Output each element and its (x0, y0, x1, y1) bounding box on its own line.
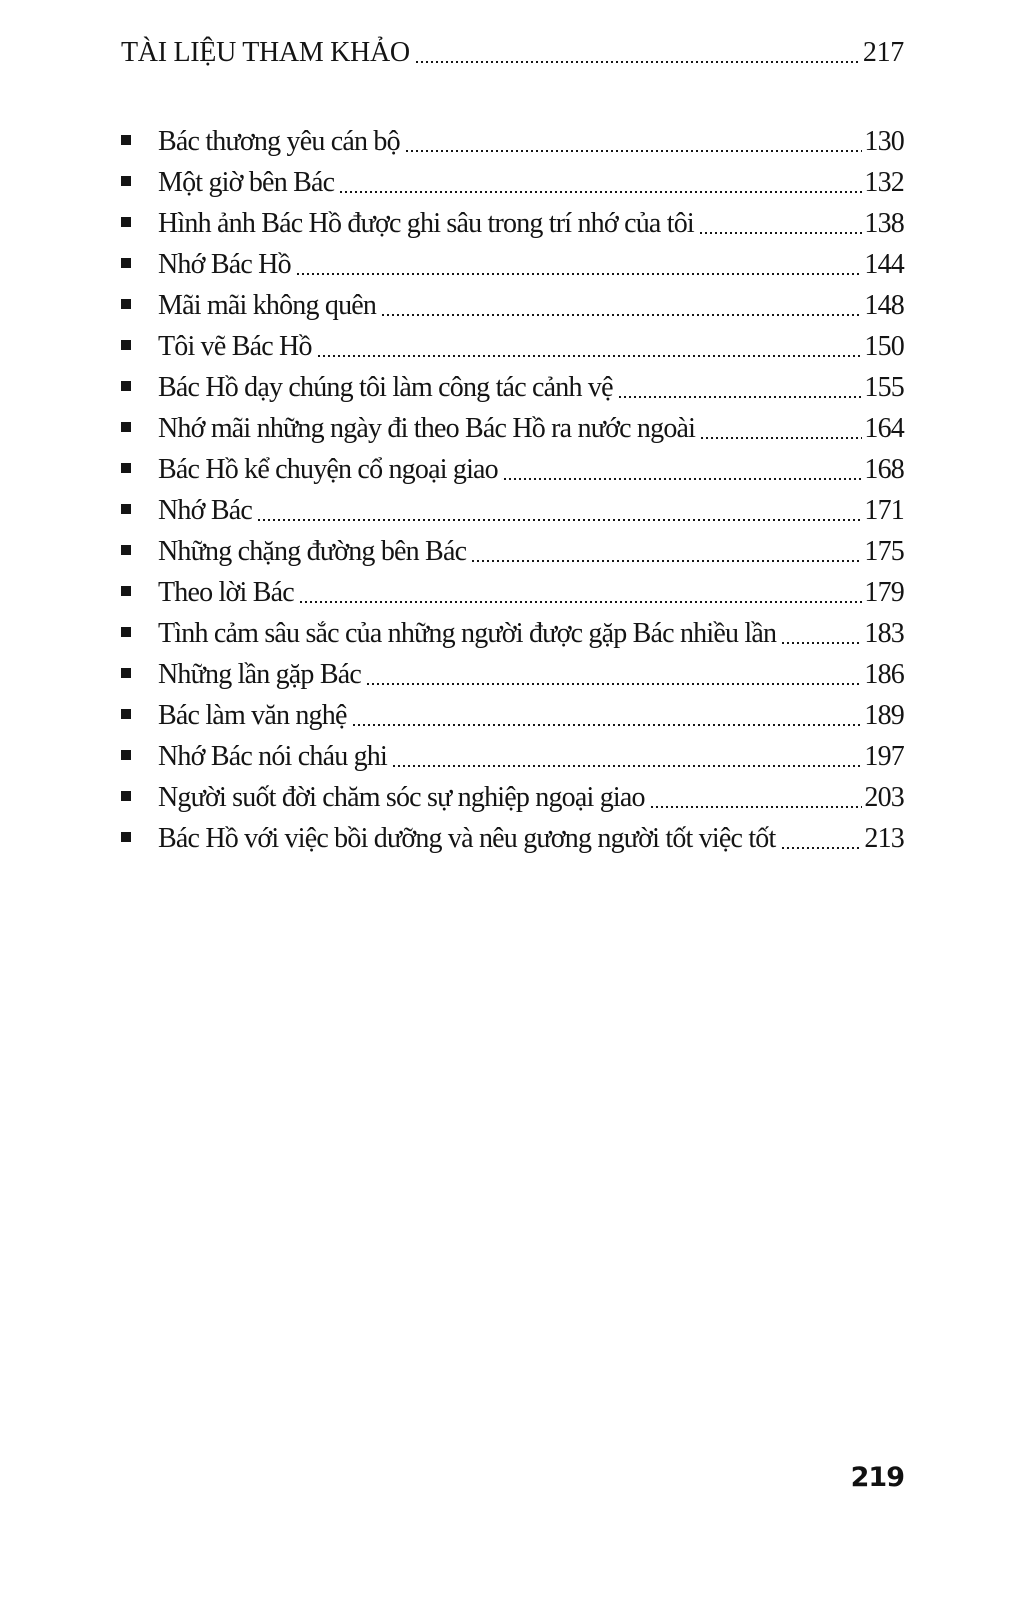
dot-leader (701, 408, 862, 449)
dot-leader (367, 654, 862, 695)
reference-title: TÀI LIỆU THAM KHẢO (121, 37, 410, 68)
toc-entry-title: Bác làm văn nghệ (158, 700, 347, 731)
toc-entry-page-number: 148 (864, 290, 904, 321)
toc-list (0, 121, 1025, 859)
page-number: 219 (850, 1462, 904, 1493)
toc-entry-title: Những lần gặp Bác (158, 659, 361, 690)
toc-entry-title: Nhớ mãi những ngày đi theo Bác Hồ ra nước ngoài (158, 413, 696, 444)
square-bullet-icon (121, 791, 131, 801)
toc-entry-title: Bác Hồ dạy chúng tôi làm công tác cảnh vệ (158, 372, 613, 403)
toc-entry-title: Những chặng đường bên Bác (158, 536, 467, 567)
toc-entry (121, 326, 904, 367)
toc-entry (121, 244, 904, 285)
dot-leader (393, 736, 862, 777)
toc-entry (121, 449, 904, 490)
toc-entry-page-number: 213 (864, 823, 904, 854)
reference-page-number: 217 (862, 37, 904, 68)
toc-entry-page-number: 155 (864, 372, 904, 403)
toc-entry-title: Nhớ Bác (158, 495, 252, 526)
toc-entry-page-number: 189 (864, 700, 904, 731)
toc-entry (121, 736, 904, 777)
toc-entry (121, 490, 904, 531)
toc-entry-page-number: 175 (864, 536, 904, 567)
toc-entry-title: Mãi mãi không quên (158, 290, 377, 321)
toc-entry-page-number: 168 (864, 454, 904, 485)
toc-entry (121, 818, 904, 859)
dot-leader (258, 490, 862, 531)
square-bullet-icon (121, 299, 131, 309)
toc-entry-title: Bác thương yêu cán bộ (158, 126, 400, 157)
toc-entry-title: Tôi vẽ Bác Hồ (158, 331, 312, 362)
toc-entry-page-number: 150 (864, 331, 904, 362)
square-bullet-icon (121, 709, 131, 719)
toc-entry-page-number: 130 (864, 126, 904, 157)
toc-entry (121, 162, 904, 203)
dot-leader (504, 449, 863, 490)
toc-entry-title: Bác Hồ kể chuyện cổ ngoại giao (158, 454, 498, 485)
toc-entry-title: Một giờ bên Bác (158, 167, 335, 198)
toc-entry-title: Nhớ Bác Hồ (158, 249, 291, 280)
toc-entry (121, 613, 904, 654)
dot-leader (406, 121, 863, 162)
dot-leader (651, 777, 863, 818)
toc-entry (121, 531, 904, 572)
dot-leader (300, 572, 863, 613)
toc-entry-page-number: 186 (864, 659, 904, 690)
toc-entry (121, 367, 904, 408)
square-bullet-icon (121, 135, 131, 145)
dot-leader (382, 285, 862, 326)
square-bullet-icon (121, 176, 131, 186)
square-bullet-icon (121, 586, 131, 596)
toc-entry (121, 572, 904, 613)
dot-leader (619, 367, 863, 408)
toc-entry-page-number: 171 (864, 495, 904, 526)
square-bullet-icon (121, 463, 131, 473)
toc-entry-page-number: 197 (864, 741, 904, 772)
toc-entry (121, 203, 904, 244)
toc-entry-title: Tình cảm sâu sắc của những người được gặp Bác nhiều lần (158, 618, 777, 649)
toc-entry-title: Bác Hồ với việc bồi dưỡng và nêu gương người tốt việc tốt (158, 823, 776, 854)
dot-leader (353, 695, 863, 736)
square-bullet-icon (121, 750, 131, 760)
dot-leader (297, 244, 863, 285)
dot-leader (782, 613, 862, 654)
toc-entry-page-number: 203 (864, 782, 904, 813)
square-bullet-icon (121, 504, 131, 514)
toc-entry-page-number: 144 (864, 249, 904, 280)
dot-leader (340, 162, 862, 203)
toc-entry-page-number: 164 (864, 413, 904, 444)
toc-entry-title: Người suốt đời chăm sóc sự nghiệp ngoại giao (158, 782, 645, 813)
toc-entry (121, 285, 904, 326)
dot-leader (318, 326, 863, 367)
square-bullet-icon (121, 627, 131, 637)
square-bullet-icon (121, 545, 131, 555)
square-bullet-icon (121, 217, 131, 227)
toc-entry-title: Hình ảnh Bác Hồ được ghi sâu trong trí nhớ của tôi (158, 208, 694, 239)
square-bullet-icon (121, 381, 131, 391)
toc-entry (121, 408, 904, 449)
toc-entry-page-number: 132 (864, 167, 904, 198)
square-bullet-icon (121, 258, 131, 268)
toc-entry (121, 695, 904, 736)
toc-entry-title: Nhớ Bác nói cháu ghi (158, 741, 387, 772)
dot-leader (416, 32, 861, 73)
toc-entry-page-number: 183 (864, 618, 904, 649)
dot-leader (782, 818, 863, 859)
square-bullet-icon (121, 668, 131, 678)
toc-entry-title: Theo lời Bác (158, 577, 294, 608)
square-bullet-icon (121, 340, 131, 350)
square-bullet-icon (121, 832, 131, 842)
dot-leader (472, 531, 862, 572)
dot-leader (700, 203, 862, 244)
reference-entry (0, 32, 1025, 73)
toc-entry (121, 121, 904, 162)
toc-entry (121, 777, 904, 818)
toc-entry-page-number: 179 (864, 577, 904, 608)
toc-entry (121, 654, 904, 695)
toc-entry-page-number: 138 (864, 208, 904, 239)
square-bullet-icon (121, 422, 131, 432)
